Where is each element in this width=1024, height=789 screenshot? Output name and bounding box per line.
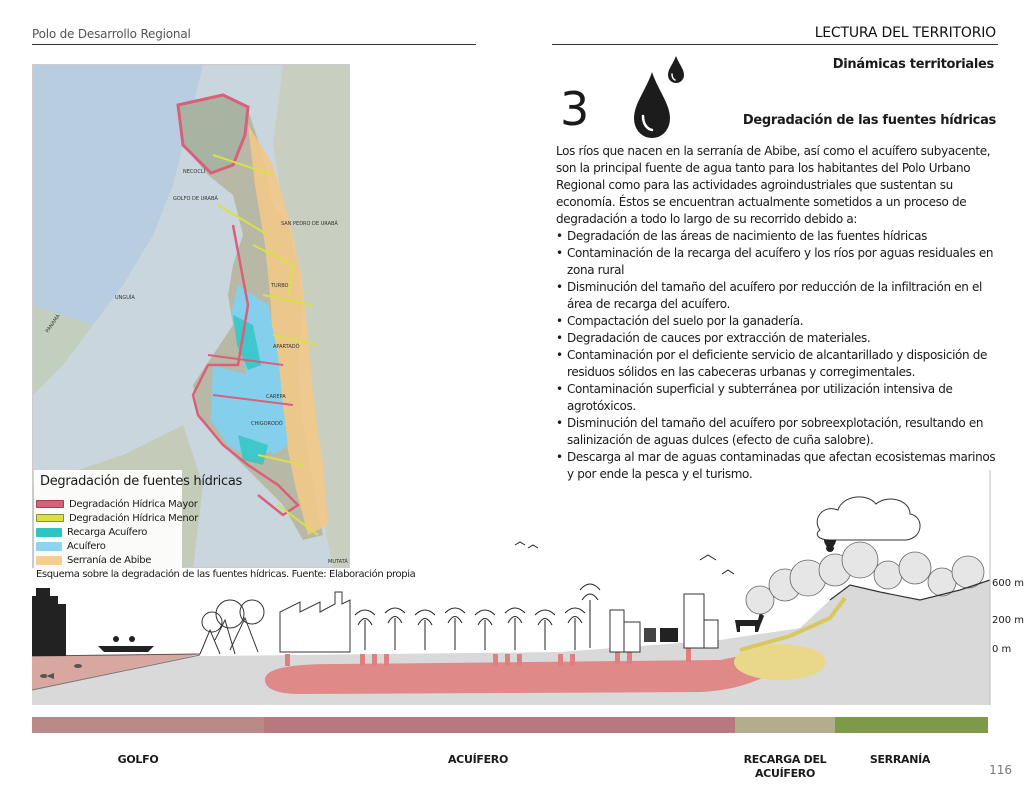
zone-label-serrania: SERRANÍA bbox=[869, 753, 931, 766]
place-panama: PANAMÁ bbox=[44, 313, 62, 335]
zone-label-golfo: GOLFO bbox=[117, 753, 159, 766]
place-necocli: NECOCLÍ bbox=[183, 169, 206, 175]
list-item: • Degradación de las áreas de nacimiento de las fuentes hídricas bbox=[556, 228, 996, 245]
elevation-label-200: 200 m bbox=[992, 615, 1024, 626]
page-number: 116 bbox=[989, 763, 1012, 777]
territory-profile-illustration bbox=[0, 470, 1024, 715]
zone-label-recarga: RECARGA DEL ACUÍFERO bbox=[743, 753, 827, 780]
place-san-pedro: SAN PEDRO DE URABÁ bbox=[281, 221, 338, 227]
legend-label: Acuífero bbox=[67, 540, 106, 552]
place-chigorodo: CHIGORODÓ bbox=[251, 421, 283, 427]
legend-label: Degradación Hídrica Mayor bbox=[69, 498, 198, 510]
legend-label: Degradación Hídrica Menor bbox=[69, 512, 199, 524]
place-unguia: UNGUÍA bbox=[115, 295, 135, 301]
header-right-rule bbox=[552, 44, 998, 45]
water-drops-icon bbox=[630, 56, 690, 141]
body-text bbox=[556, 143, 996, 483]
place-turbo: TURBO bbox=[271, 283, 289, 289]
list-item: • Contaminación por el deficiente servicio de alcantarillado y disposición de residuos sólidos en las cabeceras urbanas y corregimentales. bbox=[556, 347, 996, 381]
zone-label-acuifero: ACUÍFERO bbox=[447, 753, 509, 766]
place-golfo: GOLFO DE URABÁ bbox=[173, 196, 218, 202]
section-subtitle: Degradación de las fuentes hídricas bbox=[742, 113, 996, 128]
list-item: • Disminución del tamaño del acuífero por reducción de la infiltración en el área de recarga del acuífero. bbox=[556, 279, 996, 313]
zone-band-serrania bbox=[835, 717, 988, 733]
legend-label: Recarga Acuífero bbox=[67, 526, 148, 538]
place-mutata: MUTATÁ bbox=[328, 559, 348, 565]
list-item: • Degradación de cauces por extracción de materiales. bbox=[556, 330, 996, 347]
header-right-title: LECTURA DEL TERRITORIO bbox=[814, 25, 996, 41]
header-left-title: Polo de Desarrollo Regional bbox=[32, 27, 191, 41]
list-item: • Disminución del tamaño del acuífero por sobreexplotación, resultando en salinización de aguas dulces (efecto de cuña salobre). bbox=[556, 415, 996, 449]
list-item: • Compactación del suelo por la ganadería. bbox=[556, 313, 996, 330]
bullet-list bbox=[556, 228, 996, 483]
body-intro: Los ríos que nacen en la serranía de Abibe, así como el acuífero subyacente, son la principal fuente de agua tanto para los habitantes del Polo Urbano Regional como para las actividades agroindustriales que sustentan su economía. Éstos se encuentran actualmente sometidos a un proceso de degradación a todo lo largo de su recorrido debido a: bbox=[556, 144, 991, 226]
elevation-label-0: 0 m bbox=[992, 644, 1012, 655]
legend-title: Degradación de fuentes hídricas bbox=[40, 474, 242, 489]
list-item: • Contaminación superficial y subterránea por utilización intensiva de agrotóxicos. bbox=[556, 381, 996, 415]
legend-label: Serranía de Abibe bbox=[67, 554, 152, 566]
place-apartado: APARTADÓ bbox=[273, 344, 300, 350]
header-left-rule bbox=[32, 44, 476, 45]
section-number: 3 bbox=[560, 82, 590, 136]
map-caption: Esquema sobre la degradación de las fuentes hídricas. Fuente: Elaboración propia bbox=[36, 569, 416, 580]
list-item: • Descarga al mar de aguas contaminadas que afectan ecosistemas marinos y por ende la pesca y el turismo. bbox=[556, 449, 996, 483]
elevation-label-600: 600 m bbox=[992, 578, 1024, 589]
zone-band-recarga bbox=[735, 717, 835, 733]
zone-band-golfo bbox=[32, 717, 264, 733]
zone-band-acuifero bbox=[264, 717, 735, 733]
list-item: • Contaminación de la recarga del acuífero y los ríos por aguas residuales en zona rural bbox=[556, 245, 996, 279]
place-carepa: CAREPA bbox=[266, 394, 286, 400]
section-title: Dinámicas territoriales bbox=[832, 57, 994, 72]
